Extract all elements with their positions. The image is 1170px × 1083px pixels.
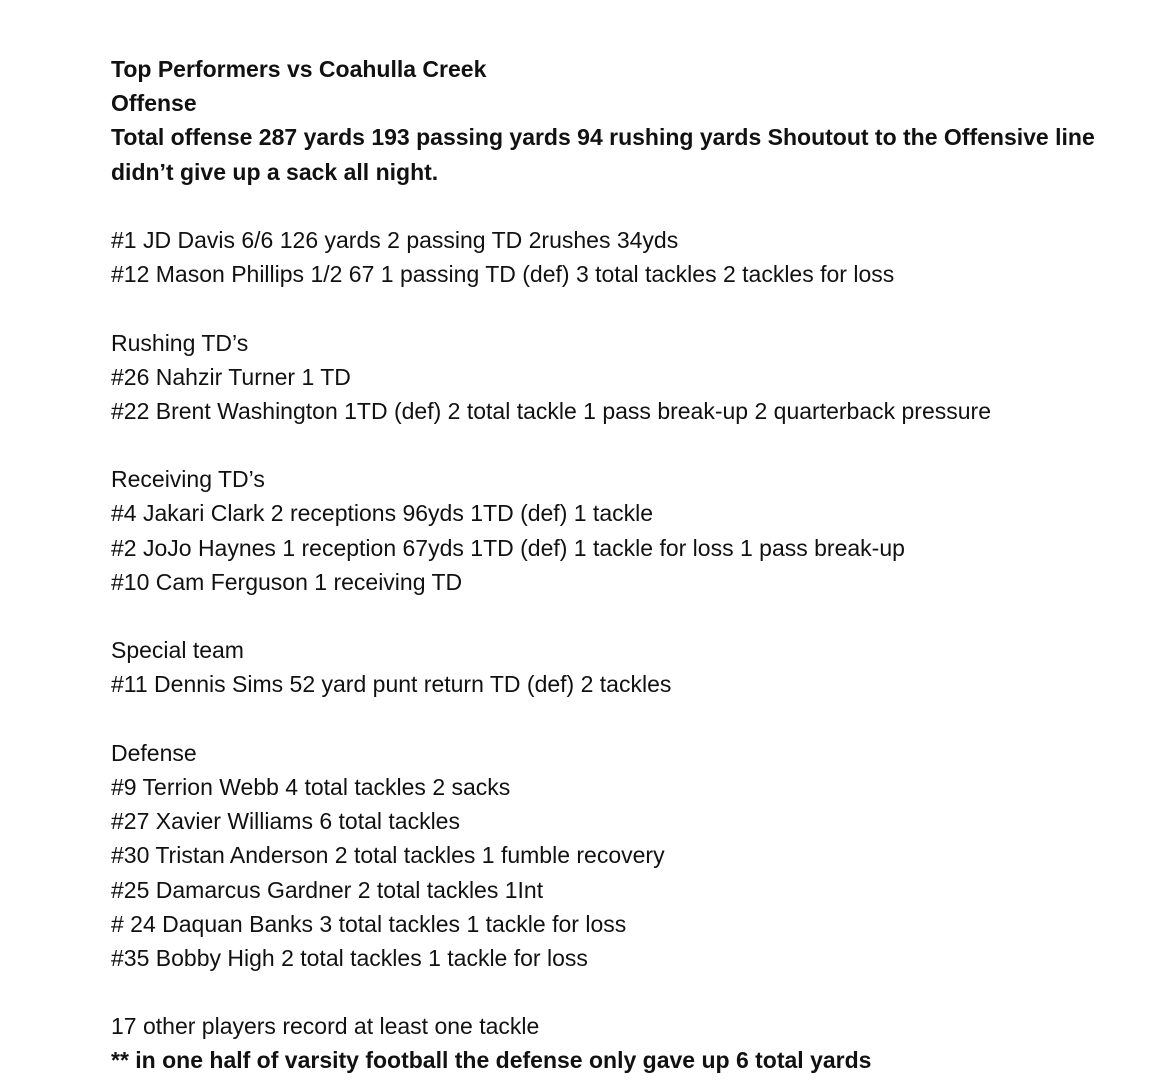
- spacer: [111, 189, 1141, 223]
- receiving-heading: Receiving TD’s: [111, 466, 265, 493]
- spacer: [111, 702, 1141, 736]
- special-team-heading: Special team: [111, 637, 244, 664]
- receiving-line: #10 Cam Ferguson 1 receiving TD: [111, 568, 463, 595]
- rushing-line: #26 Nahzir Turner 1 TD: [111, 363, 351, 390]
- document-title: Top Performers vs Coahulla Creek: [111, 56, 487, 82]
- special-team-line: #11 Dennis Sims 52 yard punt return TD (def) 2 tackles: [111, 671, 672, 698]
- defense-line: #30 Tristan Anderson 2 total tackles 1 fumble recovery: [111, 842, 665, 869]
- spacer: [111, 428, 1141, 462]
- footer-highlight: ** in one half of varsity football the defense only gave up 6 total yards: [111, 1047, 872, 1074]
- defense-line: #27 Xavier Williams 6 total tackles: [111, 808, 460, 835]
- document-body: [111, 52, 1141, 1078]
- defense-line: # 24 Daquan Banks 3 total tackles 1 tackle for loss: [111, 910, 627, 937]
- defense-line: #9 Terrion Webb 4 total tackles 2 sacks: [111, 773, 511, 800]
- receiving-line: #4 Jakari Clark 2 receptions 96yds 1TD (def) 1 tackle: [111, 500, 654, 527]
- receiving-line: #2 JoJo Haynes 1 reception 67yds 1TD (def) 1 tackle for loss 1 pass break-up: [111, 534, 905, 561]
- passing-line: #1 JD Davis 6/6 126 yards 2 passing TD 2rushes 34yds: [111, 226, 679, 253]
- passing-line: #12 Mason Phillips 1/2 67 1 passing TD (def) 3 total tackles 2 tackles for loss: [111, 261, 895, 288]
- rushing-line: #22 Brent Washington 1TD (def) 2 total tackle 1 pass break-up 2 quarterback pressure: [111, 397, 991, 424]
- defense-line: #25 Damarcus Gardner 2 total tackles 1Int: [111, 876, 544, 903]
- defense-heading: Defense: [111, 739, 197, 766]
- offense-summary: Total offense 287 yards 193 passing yards 94 rushing yards Shoutout to the Offensive line didn’t give up a sack all night.: [111, 124, 1095, 185]
- rushing-heading: Rushing TD’s: [111, 329, 249, 356]
- spacer: [111, 291, 1141, 325]
- spacer: [111, 975, 1141, 1009]
- spacer: [111, 599, 1141, 633]
- footer-note: 17 other players record at least one tackle: [111, 1013, 540, 1040]
- defense-line: #35 Bobby High 2 total tackles 1 tackle for loss: [111, 944, 588, 971]
- offense-heading: Offense: [111, 90, 197, 117]
